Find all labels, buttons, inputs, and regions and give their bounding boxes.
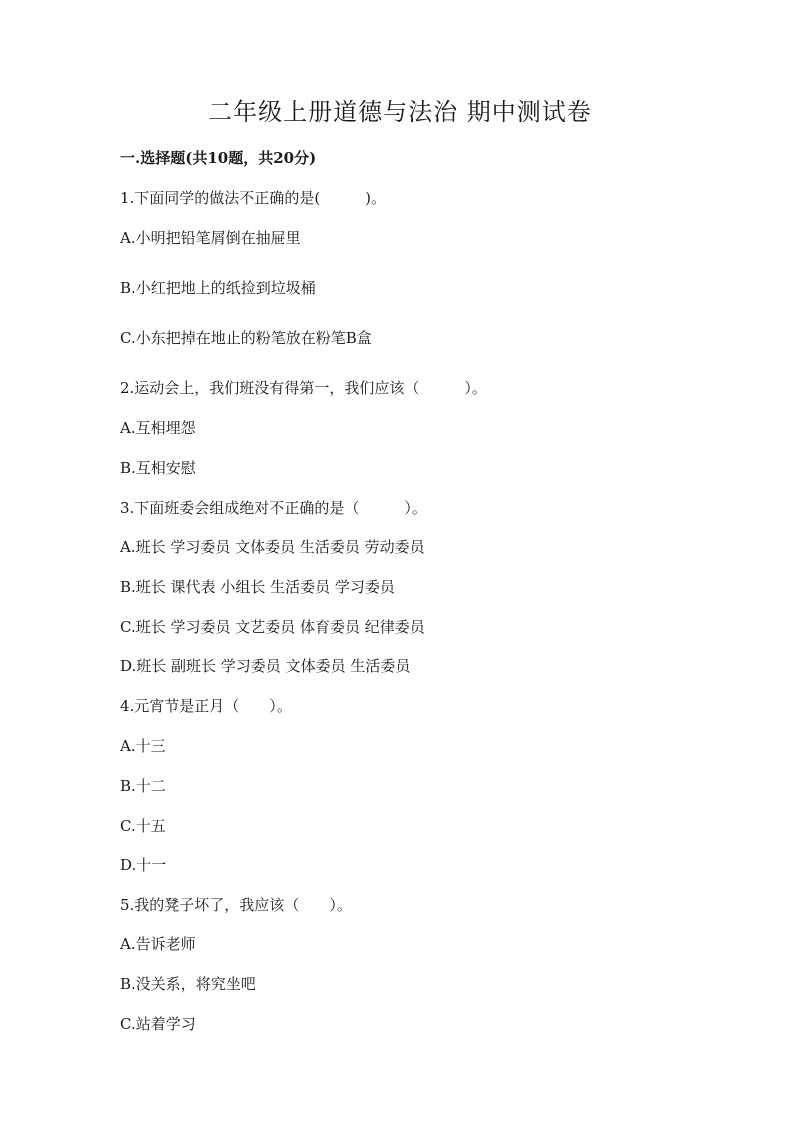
question-5-option-a: A.告诉老师 (120, 935, 196, 953)
question-4-option-c: C.十五 (120, 817, 166, 835)
question-3-option-b: B.班长 课代表 小组长 生活委员 学习委员 (120, 578, 395, 596)
question-2-stem: 2.运动会上，我们班没有得第一，我们应该（ ）。 (120, 379, 487, 397)
page-title: 二年级上册道德与法治 期中测试卷 (208, 98, 592, 126)
question-4-option-a: A.十三 (120, 737, 166, 755)
question-5-stem: 5.我的凳子坏了，我应该（ ）。 (120, 896, 352, 914)
section-heading: 一.选择题(共10题，共20分) (120, 149, 317, 167)
question-2-option-b: B.互相安慰 (120, 459, 196, 477)
question-1-option-b: B.小红把地上的纸捡到垃圾桶 (120, 279, 316, 297)
question-3-option-a: A.班长 学习委员 文体委员 生活委员 劳动委员 (120, 538, 425, 556)
question-4-option-d: D.十一 (120, 856, 167, 874)
question-5-option-b: B.没关系，将究坐吧 (120, 975, 256, 993)
question-2-option-a: A.互相埋怨 (120, 419, 196, 437)
question-1-option-c: C.小东把掉在地止的粉笔放在粉笔B盒 (120, 329, 372, 347)
question-5-option-c: C.站着学习 (120, 1015, 196, 1033)
question-1-option-a: A.小明把铅笔屑倒在抽屉里 (120, 229, 301, 247)
question-4-option-b: B.十二 (120, 777, 166, 795)
question-1-stem: 1.下面同学的做法不正确的是( )。 (120, 189, 387, 207)
question-3-option-c: C.班长 学习委员 文艺委员 体育委员 纪律委员 (120, 618, 425, 636)
question-4-stem: 4.元宵节是正月（ ）。 (120, 697, 292, 715)
question-3-stem: 3.下面班委会组成绝对不正确的是（ ）。 (120, 499, 427, 517)
question-3-option-d: D.班长 副班长 学习委员 文体委员 生活委员 (120, 657, 411, 675)
